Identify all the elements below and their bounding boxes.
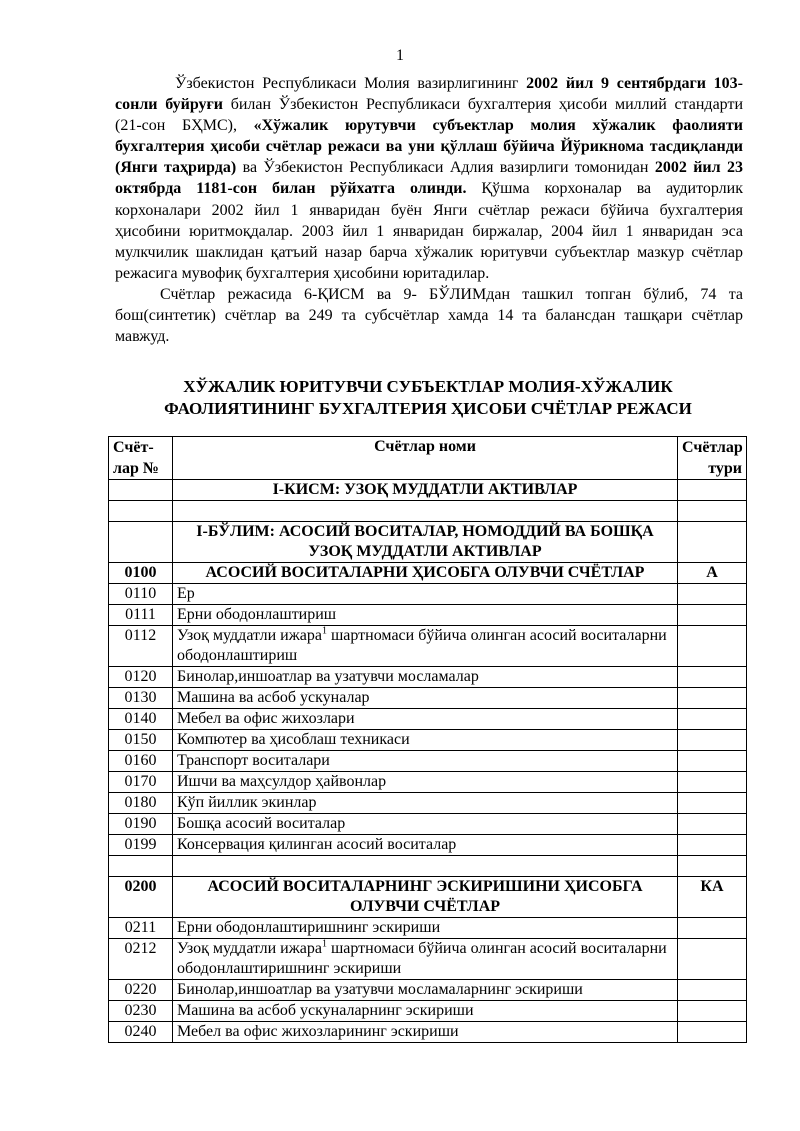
- account-type-cell: [678, 793, 747, 814]
- account-type-cell: [678, 667, 747, 688]
- table-row: [109, 856, 747, 877]
- account-name-cell: Кўп йиллик экинлар: [173, 793, 678, 814]
- account-code-cell: 0220: [109, 980, 173, 1001]
- table-row: [109, 1001, 747, 1022]
- intro-text: [115, 73, 743, 347]
- account-code-cell: 0140: [109, 709, 173, 730]
- account-name-cell: Мебел ва офис жихозларининг эскириши: [173, 1022, 678, 1043]
- table-row: [109, 688, 747, 709]
- account-name-cell: I-БЎЛИМ: АСОСИЙ ВОСИТАЛАР, НОМОДДИЙ ВА БОШҚА УЗОҚ МУДДАТЛИ АКТИВЛАР: [173, 522, 678, 563]
- table-row: [109, 480, 747, 501]
- account-name-cell: Ишчи ва маҳсулдор ҳайвонлар: [173, 772, 678, 793]
- table-row: [109, 563, 747, 584]
- account-name-cell: Компютер ва ҳисоблаш техникаси: [173, 730, 678, 751]
- intro-paragraph-2: Счётлар режасида 6-ҚИСМ ва 9- БЎЛИМдан ташкил топган бўлиб, 74 та бош(синтетик) счётлар ва 249 та субсчётлар хамда 14 та балансдан ташқари счётлар мавжуд.: [115, 285, 743, 346]
- account-name-cell: I-КИСМ: УЗОҚ МУДДАТЛИ АКТИВЛАР: [173, 480, 678, 501]
- account-code-cell: 0170: [109, 772, 173, 793]
- account-code-cell: 0112: [109, 626, 173, 667]
- account-type-cell: [678, 688, 747, 709]
- table-row: [109, 877, 747, 918]
- table-row: [109, 939, 747, 980]
- account-name-cell: Бошқа асосий воситалар: [173, 814, 678, 835]
- account-code-cell: 0130: [109, 688, 173, 709]
- header-account-number-line-2: лар №: [113, 460, 159, 477]
- page-number: 1: [396, 47, 404, 64]
- account-type-cell: [678, 1022, 747, 1043]
- account-code-cell: 0160: [109, 751, 173, 772]
- account-code-cell: 0211: [109, 918, 173, 939]
- table-row: [109, 751, 747, 772]
- account-name-cell: Ер: [173, 584, 678, 605]
- account-name-cell: АСОСИЙ ВОСИТАЛАРНИНГ ЭСКИРИШИНИ ҲИСОБГА ОЛУВЧИ СЧЁТЛАР: [173, 877, 678, 918]
- account-type-cell: [678, 480, 747, 501]
- account-code-cell: 0150: [109, 730, 173, 751]
- title-line-1: ХЎЖАЛИК ЮРИТУВЧИ СУБЪЕКТЛАР МОЛИЯ-ХЎЖАЛИК: [183, 377, 673, 396]
- table-header-row: [109, 437, 747, 480]
- intro-run: Ўзбекистон Республикаси Молия вазирлигининг: [175, 75, 527, 92]
- title-line-2: ФАОЛИЯТИНИНГ БУХГАЛТЕРИЯ ҲИСОБИ СЧЁТЛАР РЕЖАСИ: [164, 399, 692, 418]
- account-type-cell: [678, 522, 747, 563]
- account-code-cell: 0190: [109, 814, 173, 835]
- table-row: [109, 709, 747, 730]
- account-code-cell: [109, 522, 173, 563]
- account-name-cell: Узоқ муддатли ижара$^1$ шартномаси бўйича олинган асосий воситаларни ободонлаштиришнинг эскириши: [173, 939, 678, 980]
- account-name-cell: [173, 501, 678, 522]
- account-type-cell: [678, 835, 747, 856]
- account-type-cell: [678, 980, 747, 1001]
- table-row: [109, 772, 747, 793]
- account-type-cell: [678, 709, 747, 730]
- intro-run: Қўшма корхоналар ва аудиторлик корхоналари 2002 йил 1 январидан буён Янги счётлар режаси бўйича бухгалтерия ҳисобини юритмоқдалар. 2003 йил 1 январидан биржалар, 2004 йил 1 январидан эса мулкчилик шаклидан қатъий назар барча хўжалик юритувчи субъектлар мазкур счётлар режасига мувофиқ бухгалтерия ҳисобини юритадилар.: [115, 180, 743, 282]
- account-name-cell: Узоқ муддатли ижара$^1$ шартномаси бўйича олинган асосий воситаларни ободонлаштириш: [173, 626, 678, 667]
- intro-paragraph-1: [115, 73, 743, 284]
- intro-run: билан Ўзбекистон Республикаси бухгалтерия ҳисоби миллий стандарти (21-сон БҲМС),: [115, 96, 744, 135]
- account-type-cell: [678, 730, 747, 751]
- account-name-cell: АСОСИЙ ВОСИТАЛАРНИ ҲИСОБГА ОЛУВЧИ СЧЁТЛАР: [173, 563, 678, 584]
- header-account-type-line-2: тури: [708, 460, 742, 477]
- table-row: [109, 522, 747, 563]
- table-row: [109, 793, 747, 814]
- account-type-cell: [678, 1001, 747, 1022]
- account-code-cell: [109, 480, 173, 501]
- account-code-cell: 0212: [109, 939, 173, 980]
- account-name-cell: Консервация қилинган асосий воситалар: [173, 835, 678, 856]
- account-type-cell: [678, 814, 747, 835]
- account-type-cell: [678, 772, 747, 793]
- account-name-cell: Машина ва асбоб ускуналар: [173, 688, 678, 709]
- header-account-number: [109, 437, 173, 480]
- account-type-cell: [678, 605, 747, 626]
- table-row: [109, 835, 747, 856]
- document-title: [108, 376, 748, 420]
- account-code-cell: 0120: [109, 667, 173, 688]
- account-code-cell: [109, 856, 173, 877]
- account-code-cell: 0111: [109, 605, 173, 626]
- account-type-cell: [678, 584, 747, 605]
- intro-run: 2002 йил 9 сентябрдаги 103-сонли буйруғи: [115, 75, 743, 114]
- header-account-type: [678, 437, 747, 480]
- table-row: [109, 667, 747, 688]
- account-type-cell: [678, 626, 747, 667]
- account-name-cell: Мебел ва офис жихозлари: [173, 709, 678, 730]
- account-name-cell: Бинолар,иншоатлар ва узатувчи мосламалар: [173, 667, 678, 688]
- account-name-cell: Бинолар,иншоатлар ва узатувчи мосламаларнинг эскириши: [173, 980, 678, 1001]
- account-name-cell: Машина ва асбоб ускуналарнинг эскириши: [173, 1001, 678, 1022]
- account-code-cell: 0180: [109, 793, 173, 814]
- account-name-cell: Ерни ободонлаштиришнинг эскириши: [173, 918, 678, 939]
- table-row: [109, 918, 747, 939]
- account-name-cell: Ерни ободонлаштириш: [173, 605, 678, 626]
- account-type-cell: [678, 501, 747, 522]
- table-row: [109, 626, 747, 667]
- account-code-cell: 0100: [109, 563, 173, 584]
- intro-run: ва Ўзбекистон Республикаси Адлия вазирлиги томонидан: [236, 159, 655, 177]
- table-row: [109, 814, 747, 835]
- account-type-cell: [678, 751, 747, 772]
- intro-run: «Хўжалик юрутувчи субъектлар молия хўжалик фаолияти бухгалтерия ҳисоби счётлар режаси ва уни қўллаш бўйича Йўрикнома тасдиқланди (Янги таҳрирда): [115, 117, 743, 177]
- account-type-cell: КА: [678, 877, 747, 918]
- account-code-cell: 0240: [109, 1022, 173, 1043]
- header-account-name: Счётлар номи: [173, 437, 678, 480]
- account-code-cell: [109, 501, 173, 522]
- account-name-cell: [173, 856, 678, 877]
- table-row: [109, 501, 747, 522]
- account-code-cell: 0230: [109, 1001, 173, 1022]
- account-type-cell: [678, 939, 747, 980]
- table-body: [109, 480, 747, 1043]
- account-type-cell: [678, 918, 747, 939]
- account-name-cell: Транспорт воситалари: [173, 751, 678, 772]
- header-account-number-line-1: Счёт-: [113, 439, 154, 456]
- account-code-cell: 0199: [109, 835, 173, 856]
- header-account-type-line-1: Счётлар: [682, 439, 743, 456]
- account-type-cell: [678, 856, 747, 877]
- account-type-cell: А: [678, 563, 747, 584]
- table-row: [109, 730, 747, 751]
- account-code-cell: 0200: [109, 877, 173, 918]
- accounts-table: [108, 436, 747, 1043]
- intro-run: 2002 йил 23 октябрда 1181-сон билан рўйхатга олинди.: [115, 159, 743, 198]
- table-row: [109, 980, 747, 1001]
- table-row: [109, 605, 747, 626]
- account-code-cell: 0110: [109, 584, 173, 605]
- table-row: [109, 1022, 747, 1043]
- table-row: [109, 584, 747, 605]
